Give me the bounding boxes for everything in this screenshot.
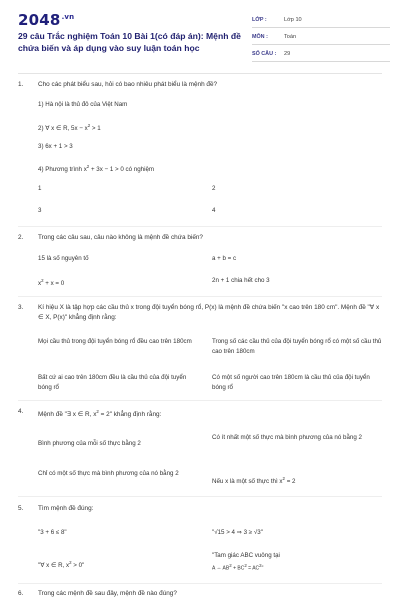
page-title: 29 câu Trắc nghiệm Toán 10 Bài 1(có đáp án): Mệnh đề chứa biến và áp dụng vào suy luận toán học bbox=[18, 31, 241, 53]
question-divider bbox=[18, 496, 382, 497]
question-text: Trong các mệnh đề sau đây, mệnh đề nào đúng? bbox=[38, 590, 177, 597]
answer-option-a[interactable]: "3 + 6 ≤ 8" bbox=[38, 529, 67, 536]
question-6 bbox=[18, 589, 382, 599]
answer-option-d[interactable]: 4 bbox=[212, 207, 216, 214]
answer-option-b[interactable]: 2 bbox=[212, 185, 216, 192]
answer-option-c[interactable]: "∀ x ∈ R, $x^2 > 0$" bbox=[38, 560, 85, 570]
answer-option-c[interactable]: Bất cứ ai cao trên 180cm đều là cầu thủ của đội tuyển bóng rổ bbox=[38, 374, 187, 391]
question-text: Kí hiệu X là tập hợp các cầu thủ x trong đội tuyển bóng rổ, P(x) là mệnh đề chứa biến "x cao trên 180 cm". Mệnh đề "∀ x ∈ X, P(x)" khẳng định rằng: bbox=[38, 304, 380, 321]
answer-option-c[interactable]: Chỉ có một số thực mà bình phương của nó bằng 2 bbox=[38, 470, 179, 477]
question-5 bbox=[18, 504, 382, 514]
meta-count: SỐ CÂU : 29 bbox=[252, 46, 390, 62]
question-text: Trong các câu sau, câu nào không là mệnh đề chứa biến? bbox=[38, 234, 203, 241]
question-text: Tìm mệnh đề đúng: bbox=[38, 505, 94, 512]
page-header bbox=[0, 0, 400, 68]
question-2 bbox=[18, 233, 382, 243]
answer-option-b[interactable]: Trong số các cầu thủ của đội tuyển bóng rổ có một số cầu thủ cao trên 180cm bbox=[212, 338, 382, 355]
question-number: 4. bbox=[18, 408, 24, 415]
answer-option-d[interactable]: 2n + 1 chia hết cho 3 bbox=[212, 277, 270, 284]
question-divider bbox=[18, 226, 382, 227]
question-divider bbox=[18, 296, 382, 297]
question-divider bbox=[18, 400, 382, 401]
answer-option-a[interactable]: 15 là số nguyên tố bbox=[38, 255, 89, 262]
question-text: Mệnh đề "∃ x ∈ R, $x^2 = 2$" khẳng định rằng: bbox=[38, 409, 162, 419]
meta-panel bbox=[252, 12, 390, 63]
question-4 bbox=[18, 407, 382, 420]
answer-option-c[interactable]: $x^2 + x = 0$ bbox=[38, 278, 65, 288]
site-logo[interactable]: $2048^{.vn}$ bbox=[18, 11, 75, 29]
question-number: 6. bbox=[18, 590, 24, 597]
question-number: 1. bbox=[18, 81, 24, 88]
answer-option-b[interactable]: a + b = c bbox=[212, 255, 237, 262]
answer-option-b[interactable]: "√15 > 4 ⇒ 3 ≥ √3" bbox=[212, 529, 263, 536]
question-number: 5. bbox=[18, 505, 24, 512]
answer-option-d[interactable]: "Tam giác ABC vuông tại A ⇔ $AB^2 + BC^2 = AC^2$" bbox=[212, 552, 280, 572]
question-number: 3. bbox=[18, 304, 24, 311]
question-text: Cho các phát biểu sau, hỏi có bao nhiêu phát biểu là mệnh đề? bbox=[38, 81, 218, 88]
question-number: 2. bbox=[18, 234, 24, 241]
question-1 bbox=[18, 80, 382, 90]
statement-4: 4) Phương trình $x^2 + 3x - 1 > 0$ có nghiệm bbox=[38, 164, 155, 174]
statement-3: 3) 6x + 1 > 3 bbox=[38, 143, 73, 150]
answer-option-a[interactable]: Mọi cầu thủ trong đội tuyển bóng rổ đều cao trên 180cm bbox=[38, 338, 192, 345]
answer-option-a[interactable]: Bình phương của mỗi số thực bằng 2 bbox=[38, 440, 141, 447]
statement-1: 1) Hà nội là thủ đô của Việt Nam bbox=[38, 101, 128, 108]
answer-option-d[interactable]: Có một số người cao trên 180cm là cầu thủ của đội tuyển bóng rổ bbox=[212, 374, 370, 391]
question-3 bbox=[18, 303, 382, 323]
meta-class: LỚP : Lớp 10 bbox=[252, 12, 390, 28]
answer-option-b[interactable]: Có ít nhất một số thực mà bình phương của nó bằng 2 bbox=[212, 434, 362, 441]
meta-subject: MÔN : Toán bbox=[252, 29, 390, 45]
statement-2: 2) ∀ x ∈ R, $5x - x^2 > 1$ bbox=[38, 123, 101, 133]
answer-option-c[interactable]: 3 bbox=[38, 207, 42, 214]
answer-option-a[interactable]: 1 bbox=[38, 185, 42, 192]
question-divider bbox=[18, 583, 382, 584]
answer-option-d[interactable]: Nếu x là một số thực thì $x^2 = 2$ bbox=[212, 476, 296, 486]
header-divider bbox=[18, 73, 382, 74]
